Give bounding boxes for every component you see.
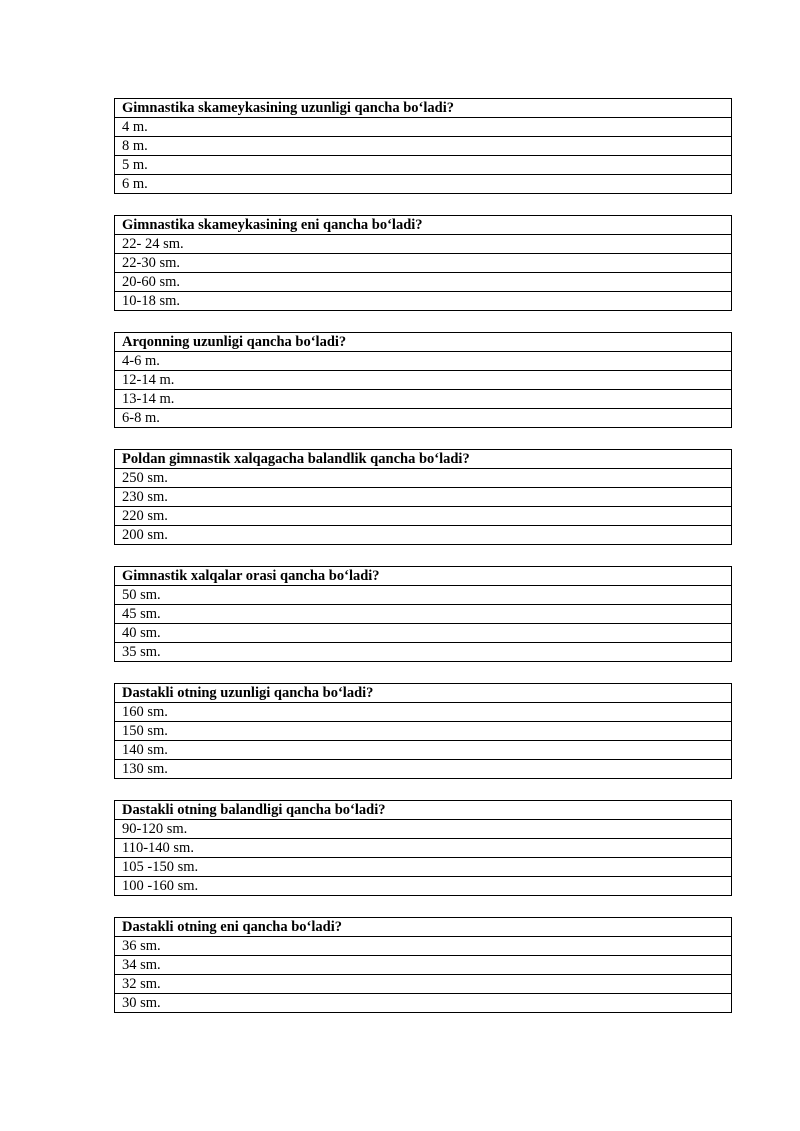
answer-row — [115, 137, 732, 156]
question-text: Gimnastik xalqalar orasi qancha bo‘ladi? — [115, 567, 732, 586]
answer-option: 35 sm. — [115, 643, 732, 662]
answer-row — [115, 994, 732, 1013]
answer-option: 32 sm. — [115, 975, 732, 994]
question-table-4 — [114, 449, 732, 545]
answer-row — [115, 371, 732, 390]
answer-row — [115, 175, 732, 194]
answer-row — [115, 877, 732, 896]
answer-option: 22-30 sm. — [115, 254, 732, 273]
answer-option: 250 sm. — [115, 469, 732, 488]
answer-row — [115, 839, 732, 858]
answer-row — [115, 526, 732, 545]
answer-option: 4-6 m. — [115, 352, 732, 371]
answer-row — [115, 975, 732, 994]
answer-row — [115, 643, 732, 662]
answer-row — [115, 937, 732, 956]
answer-option: 4 m. — [115, 118, 732, 137]
answer-row — [115, 956, 732, 975]
answer-option: 8 m. — [115, 137, 732, 156]
question-row — [115, 684, 732, 703]
answer-option: 110-140 sm. — [115, 839, 732, 858]
answer-option: 200 sm. — [115, 526, 732, 545]
answer-option: 36 sm. — [115, 937, 732, 956]
question-text: Arqonning uzunligi qancha bo‘ladi? — [115, 333, 732, 352]
answer-option: 13-14 m. — [115, 390, 732, 409]
answer-option: 90-120 sm. — [115, 820, 732, 839]
question-text: Gimnastika skameykasining uzunligi qancha bo‘ladi? — [115, 99, 732, 118]
question-text: Dastakli otning uzunligi qancha bo‘ladi? — [115, 684, 732, 703]
answer-option: 22- 24 sm. — [115, 235, 732, 254]
answer-row — [115, 741, 732, 760]
answer-row — [115, 703, 732, 722]
answer-option: 150 sm. — [115, 722, 732, 741]
question-table-1 — [114, 98, 732, 194]
answer-option: 34 sm. — [115, 956, 732, 975]
answer-row — [115, 235, 732, 254]
answer-row — [115, 118, 732, 137]
answer-row — [115, 488, 732, 507]
answer-row — [115, 586, 732, 605]
answer-option: 10-18 sm. — [115, 292, 732, 311]
question-row — [115, 801, 732, 820]
answer-row — [115, 760, 732, 779]
answer-option: 130 sm. — [115, 760, 732, 779]
answer-row — [115, 390, 732, 409]
question-row — [115, 216, 732, 235]
answer-row — [115, 292, 732, 311]
answer-option: 6-8 m. — [115, 409, 732, 428]
question-table-3 — [114, 332, 732, 428]
answer-row — [115, 409, 732, 428]
question-text: Gimnastika skameykasining eni qancha bo‘ladi? — [115, 216, 732, 235]
question-table-5 — [114, 566, 732, 662]
question-table-2 — [114, 215, 732, 311]
question-row — [115, 450, 732, 469]
answer-row — [115, 858, 732, 877]
document-page — [114, 98, 732, 1034]
answer-option: 160 sm. — [115, 703, 732, 722]
question-table-7 — [114, 800, 732, 896]
answer-option: 105 -150 sm. — [115, 858, 732, 877]
answer-row — [115, 352, 732, 371]
question-table-6 — [114, 683, 732, 779]
answer-row — [115, 605, 732, 624]
question-row — [115, 918, 732, 937]
question-text: Dastakli otning eni qancha bo‘ladi? — [115, 918, 732, 937]
answer-option: 40 sm. — [115, 624, 732, 643]
answer-option: 20-60 sm. — [115, 273, 732, 292]
answer-option: 220 sm. — [115, 507, 732, 526]
answer-option: 140 sm. — [115, 741, 732, 760]
answer-option: 12-14 m. — [115, 371, 732, 390]
answer-row — [115, 507, 732, 526]
answer-option: 50 sm. — [115, 586, 732, 605]
answer-row — [115, 254, 732, 273]
answer-row — [115, 156, 732, 175]
answer-row — [115, 820, 732, 839]
question-row — [115, 99, 732, 118]
answer-row — [115, 722, 732, 741]
question-table-8 — [114, 917, 732, 1013]
answer-option: 6 m. — [115, 175, 732, 194]
answer-row — [115, 469, 732, 488]
answer-option: 45 sm. — [115, 605, 732, 624]
answer-option: 5 m. — [115, 156, 732, 175]
question-row — [115, 567, 732, 586]
answer-option: 230 sm. — [115, 488, 732, 507]
question-text: Dastakli otning balandligi qancha bo‘ladi? — [115, 801, 732, 820]
answer-option: 100 -160 sm. — [115, 877, 732, 896]
question-text: Poldan gimnastik xalqagacha balandlik qancha bo‘ladi? — [115, 450, 732, 469]
answer-row — [115, 624, 732, 643]
question-row — [115, 333, 732, 352]
answer-row — [115, 273, 732, 292]
answer-option: 30 sm. — [115, 994, 732, 1013]
